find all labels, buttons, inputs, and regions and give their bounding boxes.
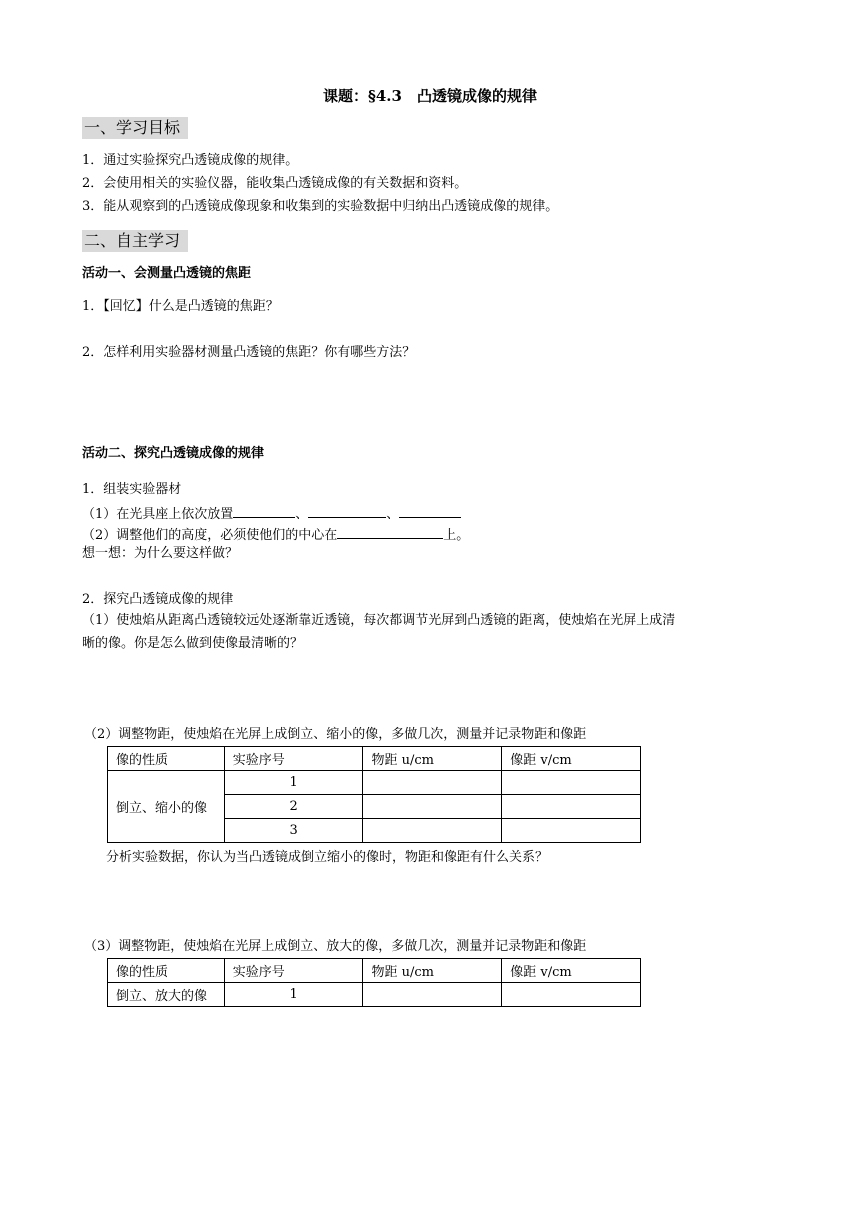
cell-object-distance[interactable] [363,771,502,795]
cell-object-distance[interactable] [363,795,502,819]
header-object-distance: 物距 u/cm [363,959,502,983]
header-image-distance: 像距 v/cm [502,959,641,983]
step2-a-line2: 晰的像。你是怎么做到使像最清晰的？ [82,636,304,651]
step2-c-text: （3）调整物距，使烛焰在光屏上成倒立、放大的像，多做几次，测量并记录物距和像距 [84,939,587,954]
objective-item-2: 2．会使用相关的实验仪器，能收集凸透镜成像的有关数据和资料。 [82,176,468,191]
table-header-row [108,747,641,771]
objective-item-3: 3．能从观察到的凸透镜成像现象和收集到的实验数据中归纳出凸透镜成像的规律。 [82,199,559,214]
cell-image-distance[interactable] [502,795,641,819]
blank-apparatus-2[interactable] [308,503,386,518]
cell-trial: 2 [224,795,363,819]
cell-trial: 1 [224,771,363,795]
activity1-question-1: 1．【回忆】什么是凸透镜的焦距？ [82,299,279,314]
step1-line-a [82,503,461,524]
cell-nature: 倒立、缩小的像 [108,771,225,843]
cell-trial: 1 [224,983,363,1007]
objective-item-1: 1．通过实验探究凸透镜成像的规律。 [82,153,299,168]
step1-b-suffix: 上。 [443,528,470,543]
step2-b-text: （2）调整物距，使烛焰在光屏上成倒立、缩小的像，多做几次，测量并记录物距和像距 [84,727,587,742]
step2-a-line1: （1）使烛焰从距离凸透镜较远处逐渐靠近透镜，每次都调节光屏到凸透镜的距离，使烛焰在光屏上成清 [82,613,676,628]
step1-a-prefix: （1）在光具座上依次放置 [82,507,234,522]
step2-b-analysis: 分析实验数据，你认为当凸透镜成倒立缩小的像时，物距和像距有什么关系？ [106,850,549,865]
cell-image-distance[interactable] [502,771,641,795]
blank-center-line[interactable] [337,524,443,539]
header-nature: 像的性质 [108,959,225,983]
header-nature: 像的性质 [108,747,225,771]
blank-apparatus-1[interactable] [233,503,295,518]
cell-image-distance[interactable] [502,983,641,1007]
activity2-heading: 活动二、探究凸透镜成像的规律 [82,446,265,461]
table-reduced-image [107,746,641,843]
table-row [108,771,641,795]
step1-b-prefix: （2）调整他们的高度，必须使他们的中心在 [82,528,338,543]
header-image-distance: 像距 v/cm [502,747,641,771]
section-heading-objectives: 一、学习目标 [82,117,188,139]
blank-apparatus-3[interactable] [399,503,461,518]
activity1-question-2: 2．怎样利用实验器材测量凸透镜的焦距？你有哪些方法？ [82,345,416,360]
header-object-distance: 物距 u/cm [363,747,502,771]
header-trial: 实验序号 [224,747,363,771]
cell-object-distance[interactable] [363,983,502,1007]
header-trial: 实验序号 [224,959,363,983]
separator-1: 、 [295,507,309,522]
cell-object-distance[interactable] [363,819,502,843]
cell-trial: 3 [224,819,363,843]
step1-line-b [82,524,469,545]
section-heading-self-study: 二、自主学习 [82,230,188,252]
table-header-row [108,959,641,983]
step1-heading: 1．组装实验器材 [82,482,182,497]
table-row [108,983,641,1007]
table-magnified-image [107,958,641,1007]
separator-2: 、 [386,507,400,522]
cell-image-distance[interactable] [502,819,641,843]
cell-nature: 倒立、放大的像 [108,983,225,1007]
think-question: 想一想：为什么要这样做？ [82,546,239,561]
page-title: 课题：§4.3 凸透镜成像的规律 [323,87,537,105]
step2-heading: 2．探究凸透镜成像的规律 [82,592,234,607]
activity1-heading: 活动一、会测量凸透镜的焦距 [82,266,252,281]
